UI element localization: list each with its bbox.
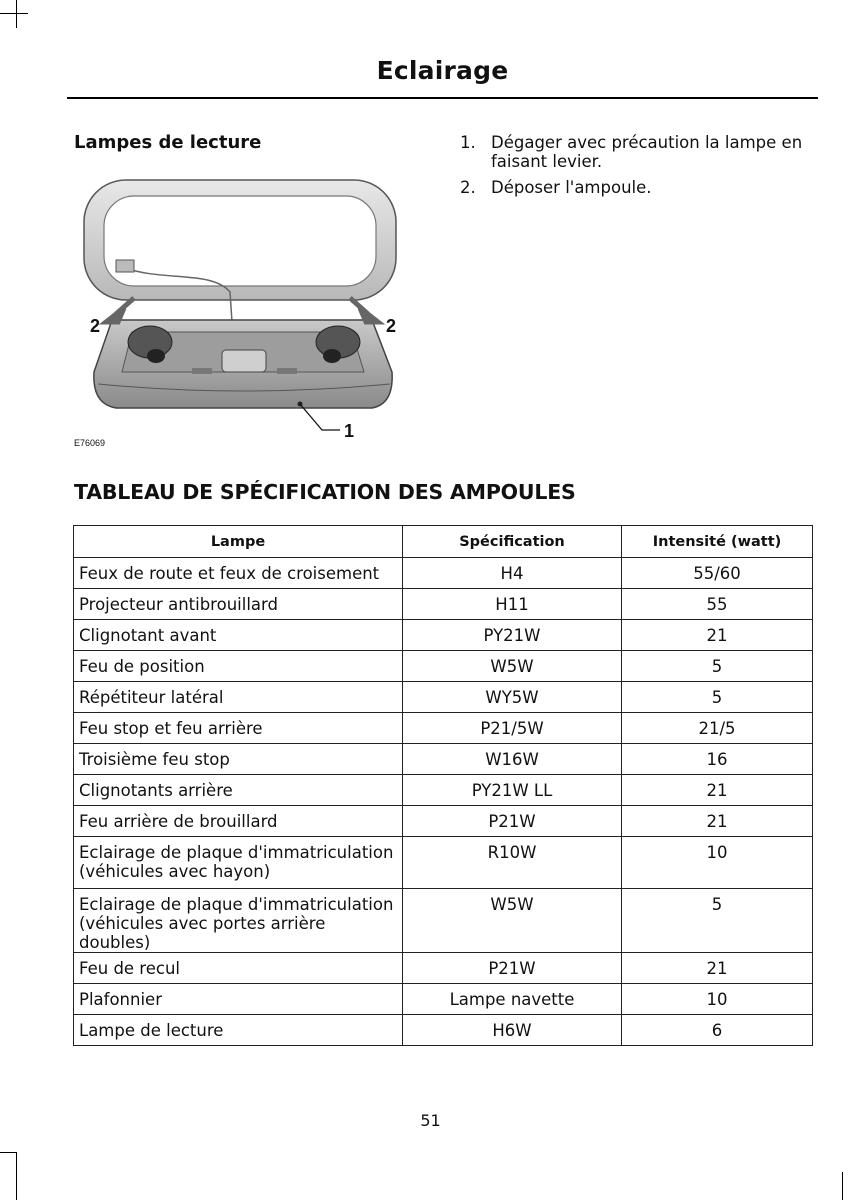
table-row (74, 589, 813, 620)
cell-spec: P21W (403, 806, 622, 837)
table-header-row (74, 526, 813, 558)
cell-spec: W5W (403, 651, 622, 682)
cell-lamp: Feux de route et feux de croisement (74, 558, 403, 589)
cell-spec: P21/5W (403, 713, 622, 744)
table-row (74, 953, 813, 984)
cell-lamp: Feu de position (74, 651, 403, 682)
cell-lamp: Clignotant avant (74, 620, 403, 651)
section-heading: Lampes de lecture (74, 132, 262, 153)
crop-mark (16, 1152, 17, 1200)
cell-spec: R10W (403, 837, 622, 889)
crop-mark (0, 1152, 16, 1153)
cell-watt: 21 (622, 775, 813, 806)
step-text: Déposer l'ampoule. (491, 178, 652, 197)
cell-watt: 10 (622, 984, 813, 1015)
cell-lamp: Troisième feu stop (74, 744, 403, 775)
table-title: TABLEAU DE SPÉCIFICATION DES AMPOULES (74, 480, 576, 504)
cell-lamp: Lampe de lecture (74, 1015, 403, 1046)
table-row (74, 558, 813, 589)
table-row (74, 1015, 813, 1046)
cell-spec: H11 (403, 589, 622, 620)
cell-spec: H4 (403, 558, 622, 589)
cell-spec: PY21W (403, 620, 622, 651)
cell-watt: 5 (622, 889, 813, 953)
cell-lamp: Feu arrière de brouillard (74, 806, 403, 837)
step-item (460, 133, 820, 171)
cell-lamp: Projecteur antibrouillard (74, 589, 403, 620)
table-row (74, 775, 813, 806)
page-title: Eclairage (376, 56, 509, 85)
cell-spec: H6W (403, 1015, 622, 1046)
cell-watt: 21 (622, 620, 813, 651)
crop-mark (0, 13, 28, 14)
cell-watt: 16 (622, 744, 813, 775)
table-row (74, 682, 813, 713)
procedure-steps (460, 133, 820, 204)
cell-lamp: Répétiteur latéral (74, 682, 403, 713)
step-number: 1. (460, 133, 476, 152)
release-arrow-icon-right (350, 298, 378, 322)
figure-code: E76069 (74, 438, 106, 448)
cell-lamp: Eclairage de plaque d'immatriculation (véhicules avec hayon) (74, 837, 403, 889)
table-row (74, 889, 813, 953)
cell-watt: 10 (622, 837, 813, 889)
column-header-watt: Intensité (watt) (622, 526, 813, 558)
table-row (74, 651, 813, 682)
release-arrow-icon-left (106, 298, 134, 322)
cell-lamp: Clignotants arrière (74, 775, 403, 806)
cell-watt: 55 (622, 589, 813, 620)
crop-mark (16, 0, 17, 28)
table-row (74, 620, 813, 651)
cell-watt: 6 (622, 1015, 813, 1046)
cell-spec: WY5W (403, 682, 622, 713)
table-row (74, 713, 813, 744)
cell-watt: 21/5 (622, 713, 813, 744)
cell-lamp: Feu stop et feu arrière (74, 713, 403, 744)
cell-lamp: Eclairage de plaque d'immatriculation (véhicules avec portes arrière doubles) (74, 889, 403, 953)
cell-spec: P21W (403, 953, 622, 984)
callout-2-right: 2 (386, 316, 397, 336)
step-item (460, 178, 820, 197)
cell-watt: 55/60 (622, 558, 813, 589)
callout-1: 1 (344, 421, 355, 441)
step-text: Dégager avec précaution la lampe en faisant levier. (491, 133, 803, 171)
page-number: 51 (420, 1111, 441, 1130)
table-row (74, 806, 813, 837)
cell-spec: W16W (403, 744, 622, 775)
crop-mark (842, 1172, 843, 1200)
cell-watt: 21 (622, 806, 813, 837)
cell-spec: W5W (403, 889, 622, 953)
reading-lamp-illustration (72, 172, 412, 452)
callout-2-left: 2 (90, 316, 101, 336)
cell-watt: 5 (622, 682, 813, 713)
bulb-spec-table (73, 525, 813, 1046)
cell-watt: 21 (622, 953, 813, 984)
cell-watt: 5 (622, 651, 813, 682)
header-divider (67, 97, 818, 99)
cell-lamp: Plafonnier (74, 984, 403, 1015)
column-header-lamp: Lampe (74, 526, 403, 558)
cell-lamp: Feu de recul (74, 953, 403, 984)
cell-spec: PY21W LL (403, 775, 622, 806)
table-row (74, 984, 813, 1015)
step-number: 2. (460, 178, 476, 197)
reading-lamp-figure (72, 172, 412, 452)
cell-spec: Lampe navette (403, 984, 622, 1015)
table-row (74, 837, 813, 889)
table-row (74, 744, 813, 775)
column-header-spec: Spécification (403, 526, 622, 558)
